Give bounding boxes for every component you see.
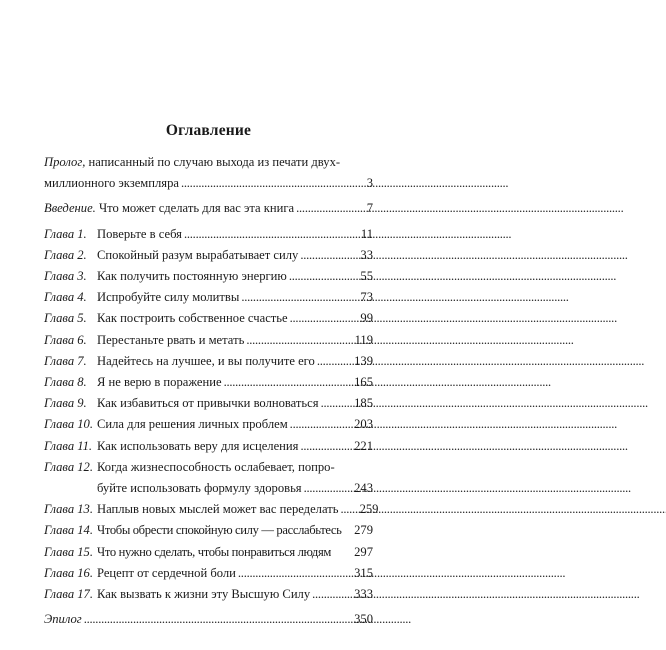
toc-entry-chapter-1 (44, 224, 373, 245)
entry-page: 185 (354, 396, 373, 411)
entry-page: 139 (354, 353, 373, 368)
entry-page: 33 (360, 247, 373, 262)
entry-text: Испробуйте силу молитвы (97, 290, 240, 305)
toc-entry-chapter-10 (44, 414, 373, 435)
entry-text: Как построить собственное счастье (97, 311, 288, 326)
toc-entry-chapter-2 (44, 245, 373, 266)
entry-label: Глава 8. (44, 375, 87, 390)
toc-entry-chapter-4 (44, 287, 373, 308)
entry-text: Надейтесь на лучшее, и вы получите его (97, 353, 315, 368)
dot-leader (224, 372, 339, 393)
dot-leader (246, 330, 339, 351)
toc-entry-chapter-12 (44, 457, 373, 499)
entry-label: Глава 4. (44, 290, 87, 305)
entry-page: 297 (354, 544, 373, 559)
entry-text: написанный по случаю выхода из печати двух- (85, 155, 341, 169)
dot-leader (296, 198, 339, 219)
dot-leader (184, 224, 339, 245)
entry-page: 99 (360, 311, 373, 326)
entry-label: Глава 13. (44, 502, 94, 517)
dot-leader (340, 499, 344, 520)
toc-title: Оглавление (165, 122, 252, 139)
dot-leader (290, 308, 339, 329)
entry-label: Эпилог (44, 612, 82, 627)
entry-label: Пролог, (44, 155, 86, 169)
dot-leader (84, 609, 339, 630)
dot-leader (312, 584, 339, 605)
entry-text: Что может сделать для вас эта книга (95, 201, 295, 216)
entry-label: Глава 16. (44, 565, 94, 580)
entry-label: Глава 17. (44, 587, 94, 602)
entry-text: Наплыв новых мыслей может вас переделать (97, 502, 339, 517)
entry-label: Глава 6. (44, 332, 87, 347)
entry-page: 279 (354, 523, 373, 538)
dot-leader (181, 173, 339, 194)
entry-text: Я не верю в поражение (97, 375, 222, 390)
entry-text-continued: миллионного экземпляра (44, 176, 179, 191)
dot-leader (241, 287, 339, 308)
entry-text: Как использовать веру для исцеления (97, 438, 299, 453)
toc-entry-chapter-14 (44, 520, 373, 541)
dot-leader (289, 266, 339, 287)
entry-page: 11 (360, 226, 373, 241)
entry-page: 7 (366, 201, 373, 216)
entry-page: 203 (354, 417, 373, 432)
entry-text: Как избавиться от привычки волноваться (97, 396, 319, 411)
entry-page: 73 (360, 290, 373, 305)
entry-page: 333 (354, 587, 373, 602)
entry-label: Глава 9. (44, 396, 87, 411)
entry-page: 221 (354, 438, 373, 453)
dot-leader (304, 478, 339, 499)
entry-page: 165 (354, 375, 373, 390)
entry-text: Спокойный разум вырабатывает силу (97, 247, 299, 262)
entry-text: Когда жизнеспособность ослабевает, попро- (97, 459, 335, 474)
toc-entry-chapter-9 (44, 393, 373, 414)
entry-text: Сила для решения личных проблем (97, 417, 288, 432)
entry-text: Что нужно сделать, чтобы понравиться людям (97, 544, 332, 559)
entry-label: Глава 11. (44, 438, 93, 453)
dot-leader (238, 563, 339, 584)
toc-entry-intro (44, 198, 373, 219)
entry-label: Глава 2. (44, 247, 87, 262)
entry-label: Введение. (44, 201, 96, 216)
entry-label: Глава 7. (44, 353, 87, 368)
toc-entry-prolog (44, 152, 373, 194)
entry-page: 119 (354, 332, 373, 347)
toc-entry-epilog (44, 609, 373, 630)
entry-text: Поверьте в себя (97, 226, 182, 241)
entry-page: 350 (354, 612, 373, 627)
dot-leader (290, 414, 339, 435)
dot-leader (300, 245, 339, 266)
toc-entry-chapter-13 (44, 499, 379, 520)
dot-leader (321, 393, 339, 414)
toc-entry-chapter-6 (44, 330, 373, 351)
toc-entry-chapter-3 (44, 266, 373, 287)
entry-text: Как получить постоянную энергию (97, 269, 287, 284)
toc-entry-chapter-15 (44, 542, 373, 563)
entry-text: Чтобы обрести спокойную силу — расслабьтесь (97, 523, 342, 538)
entry-text: Рецепт от сердечной боли (97, 565, 236, 580)
entry-label: Глава 10. (44, 417, 94, 432)
toc-entry-chapter-7 (44, 351, 373, 372)
toc-list (44, 152, 379, 630)
entry-page: 3 (366, 176, 373, 191)
entry-label: Глава 14. (44, 523, 94, 538)
toc-entry-chapter-8 (44, 372, 373, 393)
entry-label: Глава 5. (44, 311, 87, 326)
entry-page: 243 (354, 481, 373, 496)
entry-label: Глава 1. (44, 226, 87, 241)
toc-entry-chapter-17 (44, 584, 373, 605)
toc-entry-chapter-5 (44, 308, 373, 329)
entry-page: 259 (359, 502, 379, 517)
entry-label: Глава 15. (44, 544, 94, 559)
dot-leader (317, 351, 339, 372)
entry-page: 315 (354, 565, 373, 580)
toc-entry-chapter-11 (44, 436, 373, 457)
toc-entry-chapter-16 (44, 563, 373, 584)
entry-text: Как вызвать к жизни эту Высшую Силу (97, 587, 311, 602)
entry-page: 55 (360, 269, 373, 284)
entry-text-continued: буйте использовать формулу здоровья (97, 481, 302, 496)
toc-page (44, 0, 379, 650)
entry-text: Перестаньте рвать и метать (97, 332, 245, 347)
entry-label: Глава 3. (44, 269, 87, 284)
entry-label: Глава 12. (44, 459, 94, 474)
dot-leader (300, 436, 339, 457)
